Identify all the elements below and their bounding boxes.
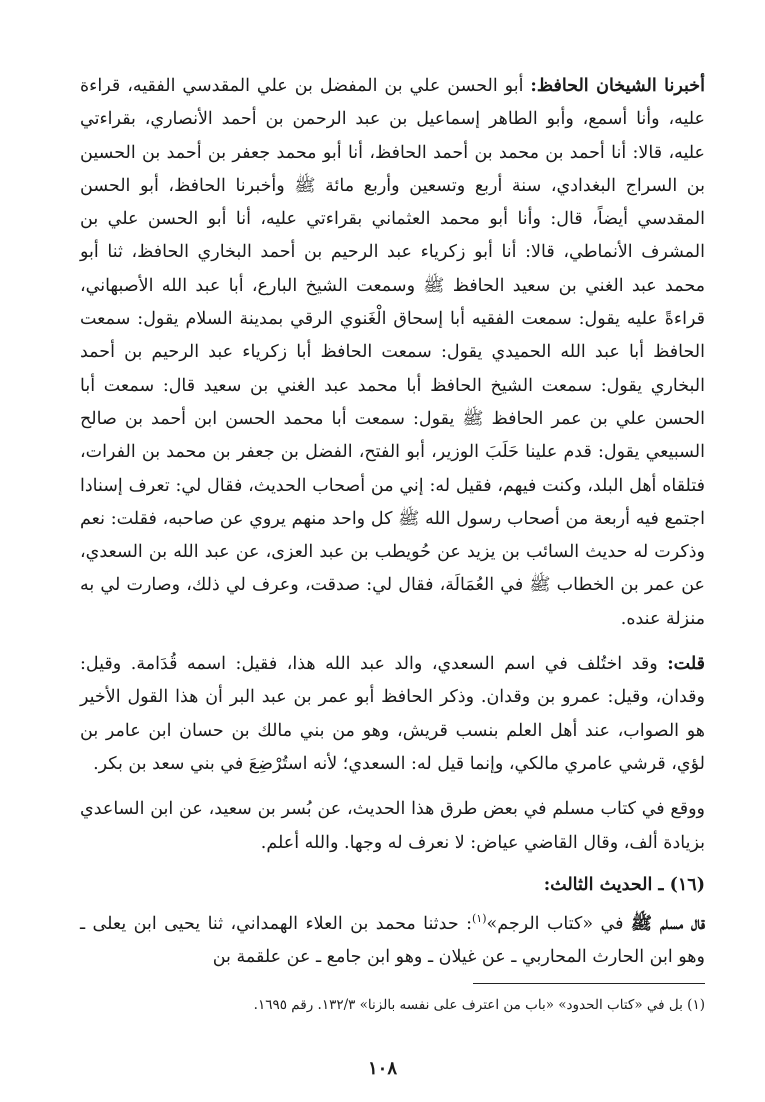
footnote-reference[interactable]: (١) xyxy=(471,912,487,926)
footnote-separator xyxy=(473,983,705,984)
paragraph-note xyxy=(80,793,705,860)
footnote: (١) بل في «كتاب الحدود» «باب من اعترف على نفسه بالزنا» ١٣٢/٣. رقم ١٦٩٥. xyxy=(253,997,705,1013)
paragraph-hadith xyxy=(80,908,705,975)
paragraph-lead: أخبرنا الشيخان الحافظ: xyxy=(530,76,705,96)
paragraph-text: ووقع في كتاب مسلم في بعض طرق هذا الحديث، عن بُسر بن سعيد، عن ابن الساعدي بزيادة ألف، وقال القاضي عياض: لا نعرف له وجها. والله أعلم. xyxy=(80,799,705,853)
page-number: ١٠٨ xyxy=(367,1058,397,1079)
paragraph-text: أبو الحسن علي بن المفضل بن علي المقدسي الفقيه، قراءة عليه، وأنا أسمع، وأبو الطاهر إسماعيل بن عبد الرحمن بن أحمد الأنصاري، بقراءتي عليه، قالا: أنا أحمد بن محمد بن أحمد الحافظ، أنا أبو محمد جعفر بن أحمد بن الحسين بن السراج البغدادي، سنة أربع وتسعين وأربع مائة ﷺ وأخبرنا الحافظ، أبو الحسن المقدسي أيضاً، قال: وأنا أبو محمد العثماني بقراءتي عليه، أنا أبو الحسن علي بن المشرف الأنماطي، قالا: أنا أبو زكرياء عبد الرحيم بن أحمد البخاري الحافظ، ثنا أبو محمد عبد الغني بن سعيد الحافظ ﷺ وسمعت الشيخ البارع، أبا عبد الله الأصبهاني، قراءةً عليه يقول: سمعت الفقيه أبا إسحاق الْغَنوي الرقي بمدينة السلام يقول: سمعت الحافظ أبا عبد الله الحميدي يقول: سمعت الحافظ أبا زكرياء عبد الرحيم بن أحمد البخاري يقول: سمعت الشيخ الحافظ أبا محمد عبد الغني بن سعيد قال: سمعت أبا الحسن علي بن عمر الحافظ ﷺ يقول: سمعت أبا محمد الحسن ابن أحمد بن صالح السبيعي يقول: قدم علينا حَلَبَ الوزير، أبو الفتح، الفضل بن جعفر بن محمد بن الفرات، فتلقاه أهل البلد، وكنت فيهم، فقيل له: إني من أصحاب الحديث، فقال لي: تعرف إسنادا اجتمع فيه أربعة من أصحاب رسول الله ﷺ كل واحد منهم يروي عن صاحبه، فقلت: نعم وذكرت له حديث السائب بن يزيد عن حُويطب بن عبد العزى، عن عبد الله بن السعدي، عن عمر بن الخطاب ﷺ في العُمَالَة، فقال لي: صدقت، وعرف لي ذلك، وصارت لي به منزلة عنده. xyxy=(80,76,705,629)
paragraph-text: في «كتاب الرجم» xyxy=(486,914,631,935)
page-body xyxy=(80,70,705,1013)
paragraph-lead: قلت: xyxy=(667,654,705,675)
paragraph-lead: قال مسلم ﷺ xyxy=(630,914,705,935)
paragraph-text: : حدثنا محمد بن العلاء الهمداني، ثنا يحيى ابن يعلى ـ وهو ابن الحارث المحاربي ـ عن غيلان ـ وهو ابن جامع ـ عن علقمة بن xyxy=(80,914,705,968)
paragraph-isnad xyxy=(80,70,705,636)
paragraph-text: وقد اختُلف في اسم السعدي، والد عبد الله هذا، فقيل: اسمه قُدَامة. وقيل: وقدان، وقيل: عمرو بن وقدان. وذكر الحافظ أبو عمر بن عبد البر أن هذا القول الأخير هو الصواب، عند أهل العلم بنسب قريش، وهو من بني مالك بن حسان ابن عامر بن لؤي، قرشي عامري مالكي، وإنما قيل له: السعدي؛ لأنه استُرْضِعَ في بني سعد بن بكر. xyxy=(80,654,705,774)
section-heading: (١٦) ـ الحديث الثالث: xyxy=(543,874,705,895)
paragraph-commentary xyxy=(80,648,705,781)
